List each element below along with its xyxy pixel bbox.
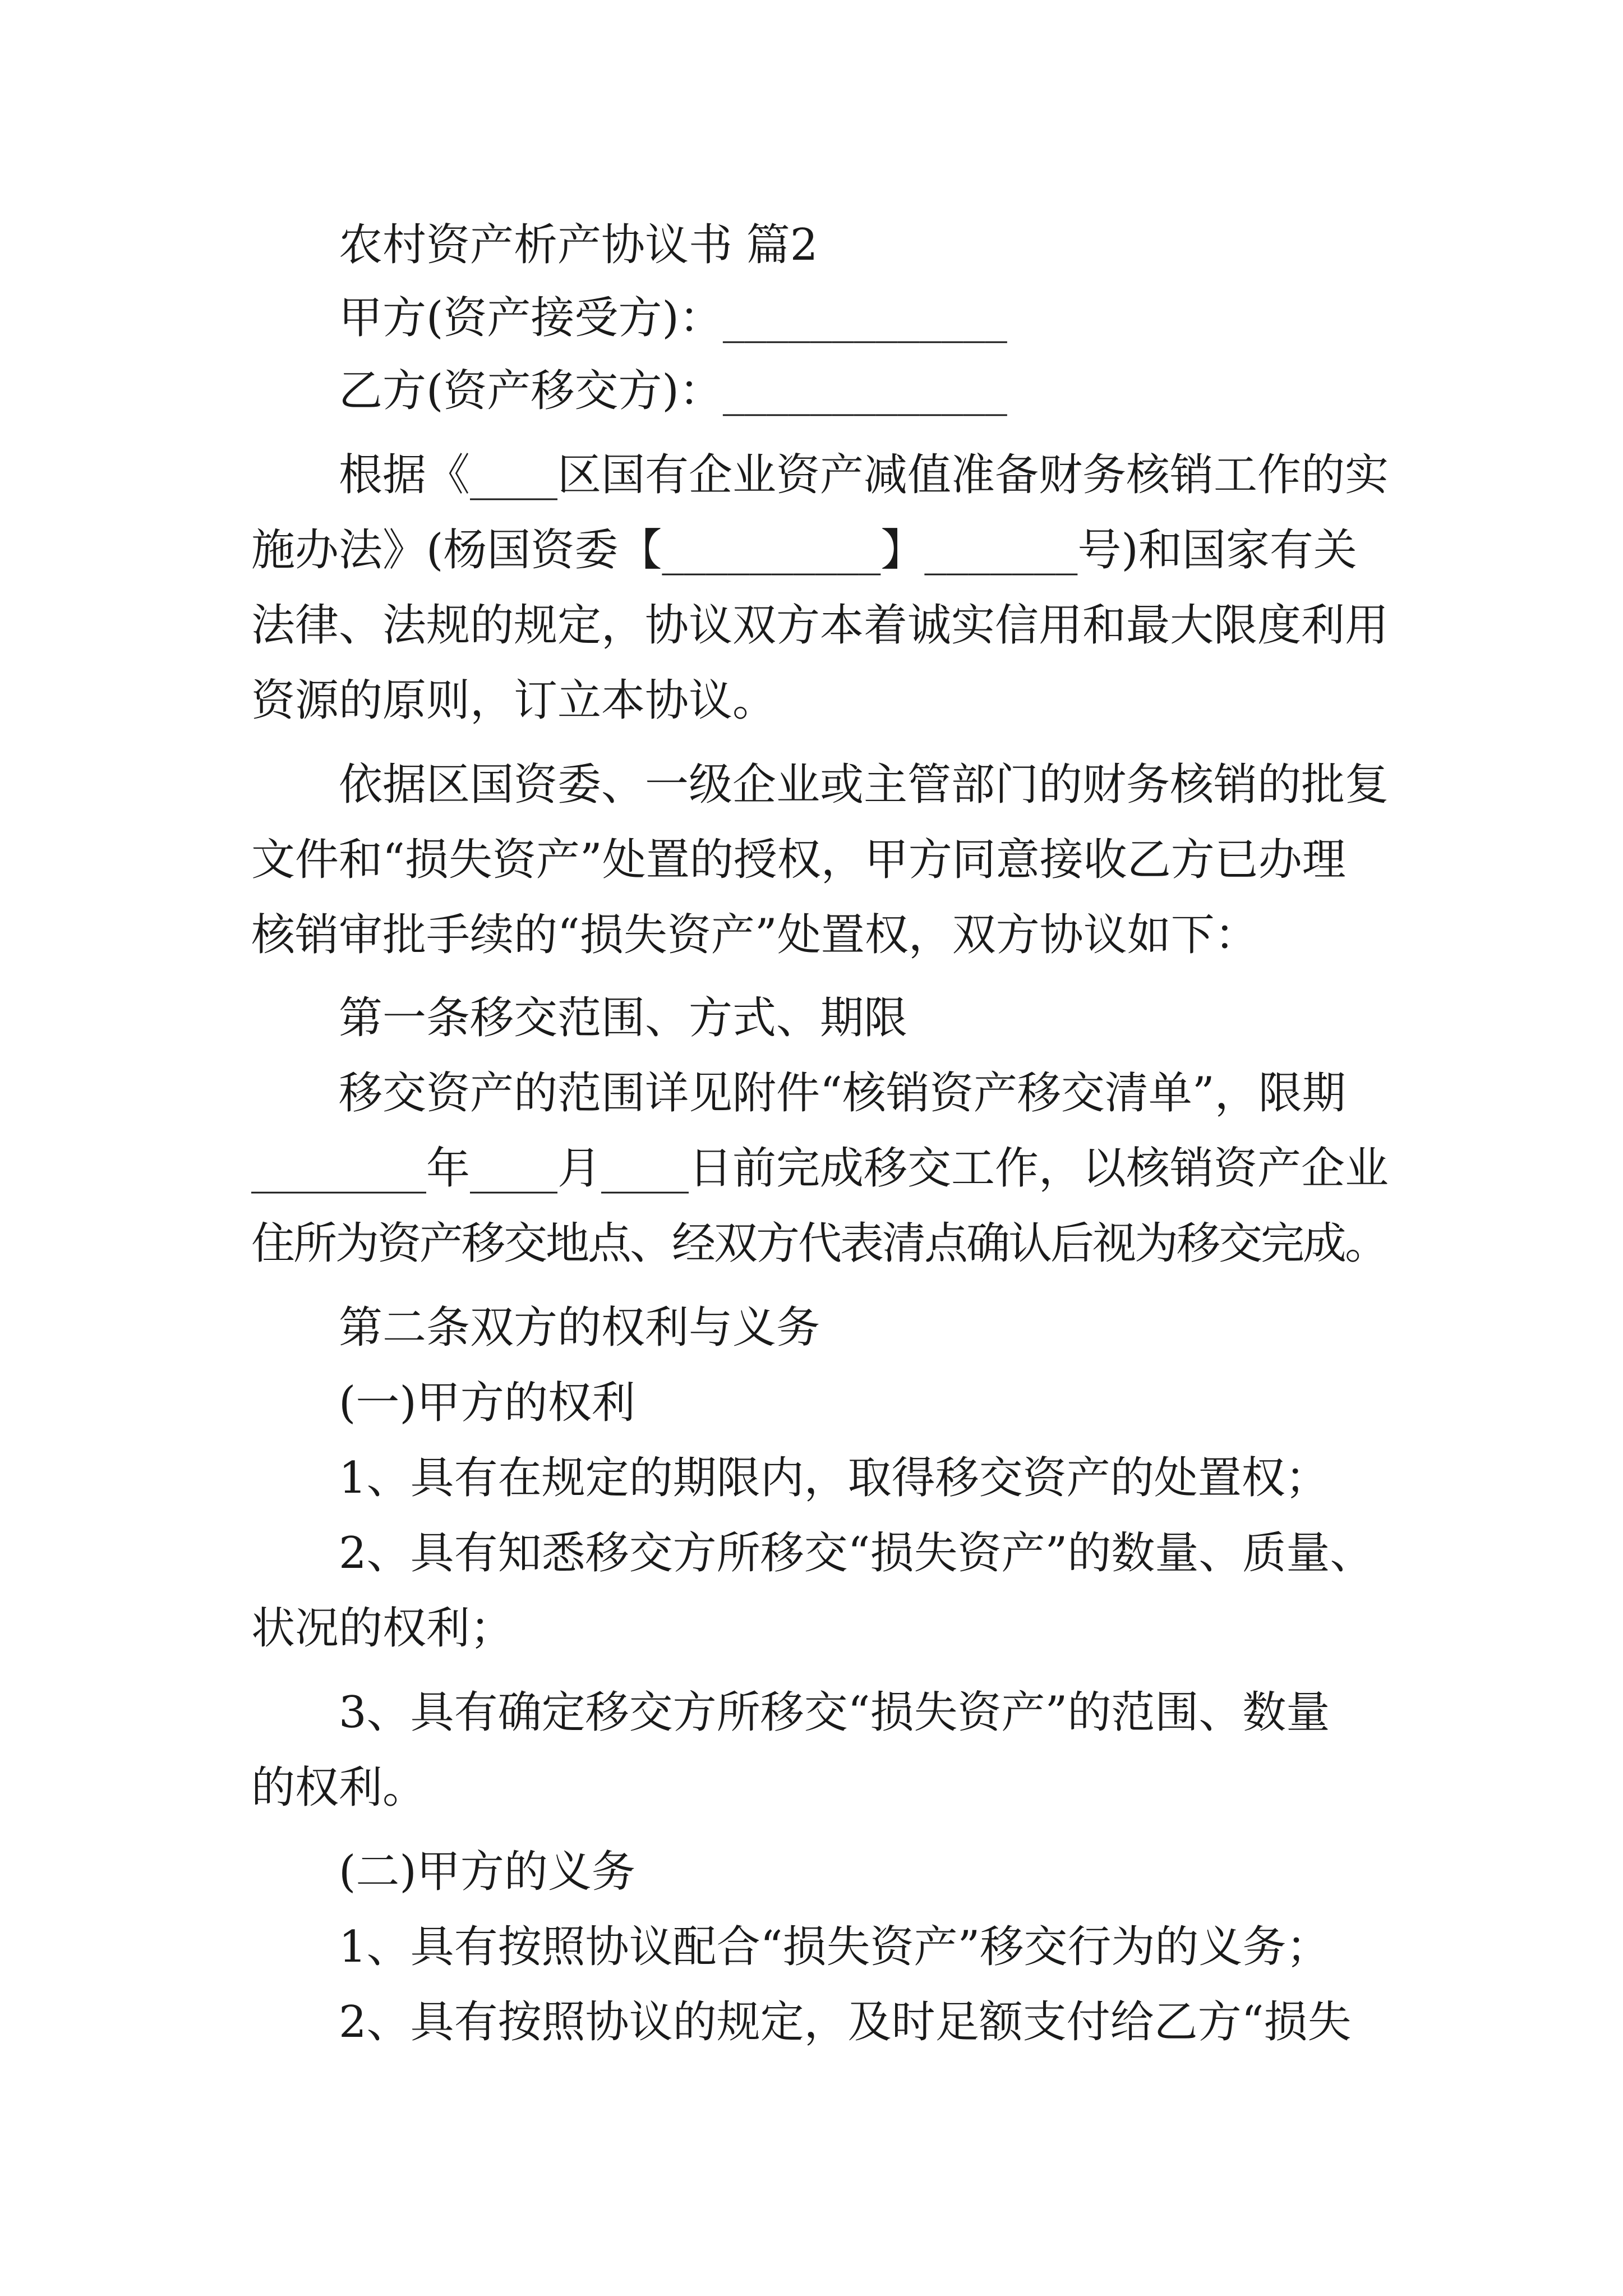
paragraph-line: 核销审批手续的“损失资产”处置权，双方协议如下： bbox=[251, 910, 1258, 960]
paragraph-line: 法律、法规的规定，协议双方本着诚实信用和最大限度利用 bbox=[251, 600, 1389, 651]
paragraph-line: 移交资产的范围详见附件“核销资产移交清单”，限期 bbox=[339, 1068, 1346, 1119]
list-item: 2、具有按照协议的规定，及时足额支付给乙方“损失 bbox=[339, 1997, 1352, 2047]
paragraph-line: 住所为资产移交地点、经双方代表清点确认后视为移交完成。 bbox=[251, 1218, 1387, 1269]
subsection-heading: (二)甲方的义务 bbox=[339, 1847, 635, 1897]
paragraph-line: 依据区国资委、一级企业或主管部门的财务核销的批复 bbox=[339, 760, 1389, 810]
list-item-continuation: 的权利。 bbox=[251, 1763, 427, 1813]
list-item-continuation: 状况的权利； bbox=[251, 1603, 514, 1654]
party-a-line: 甲方(资产接受方)：_____________ bbox=[339, 293, 1007, 343]
document-title: 农村资产析产协议书 篇2 bbox=[339, 220, 818, 270]
paragraph-line: ________年____月____日前完成移交工作，以核销资产企业 bbox=[251, 1143, 1389, 1194]
list-item: 3、具有确定移交方所移交“损失资产”的范围、数量 bbox=[339, 1687, 1330, 1738]
paragraph-line: 施办法》(杨国资委【__________】_______号)和国家有关 bbox=[251, 525, 1357, 576]
party-b-line: 乙方(资产移交方)：_____________ bbox=[339, 366, 1007, 416]
list-item: 1、具有在规定的期限内，取得移交资产的处置权； bbox=[339, 1453, 1329, 1503]
paragraph-line: 根据《____区国有企业资产减值准备财务核销工作的实 bbox=[339, 450, 1389, 500]
paragraph-line: 资源的原则，订立本协议。 bbox=[251, 675, 777, 726]
list-item: 2、具有知悉移交方所移交“损失资产”的数量、质量、 bbox=[339, 1528, 1374, 1579]
section-heading: 第一条移交范围、方式、期限 bbox=[339, 993, 908, 1043]
list-item: 1、具有按照协议配合“损失资产”移交行为的义务； bbox=[339, 1922, 1330, 1972]
section-heading: 第二条双方的权利与义务 bbox=[339, 1303, 820, 1353]
paragraph-line: 文件和“损失资产”处置的授权，甲方同意接收乙方已办理 bbox=[251, 835, 1346, 885]
subsection-heading: (一)甲方的权利 bbox=[339, 1378, 635, 1428]
